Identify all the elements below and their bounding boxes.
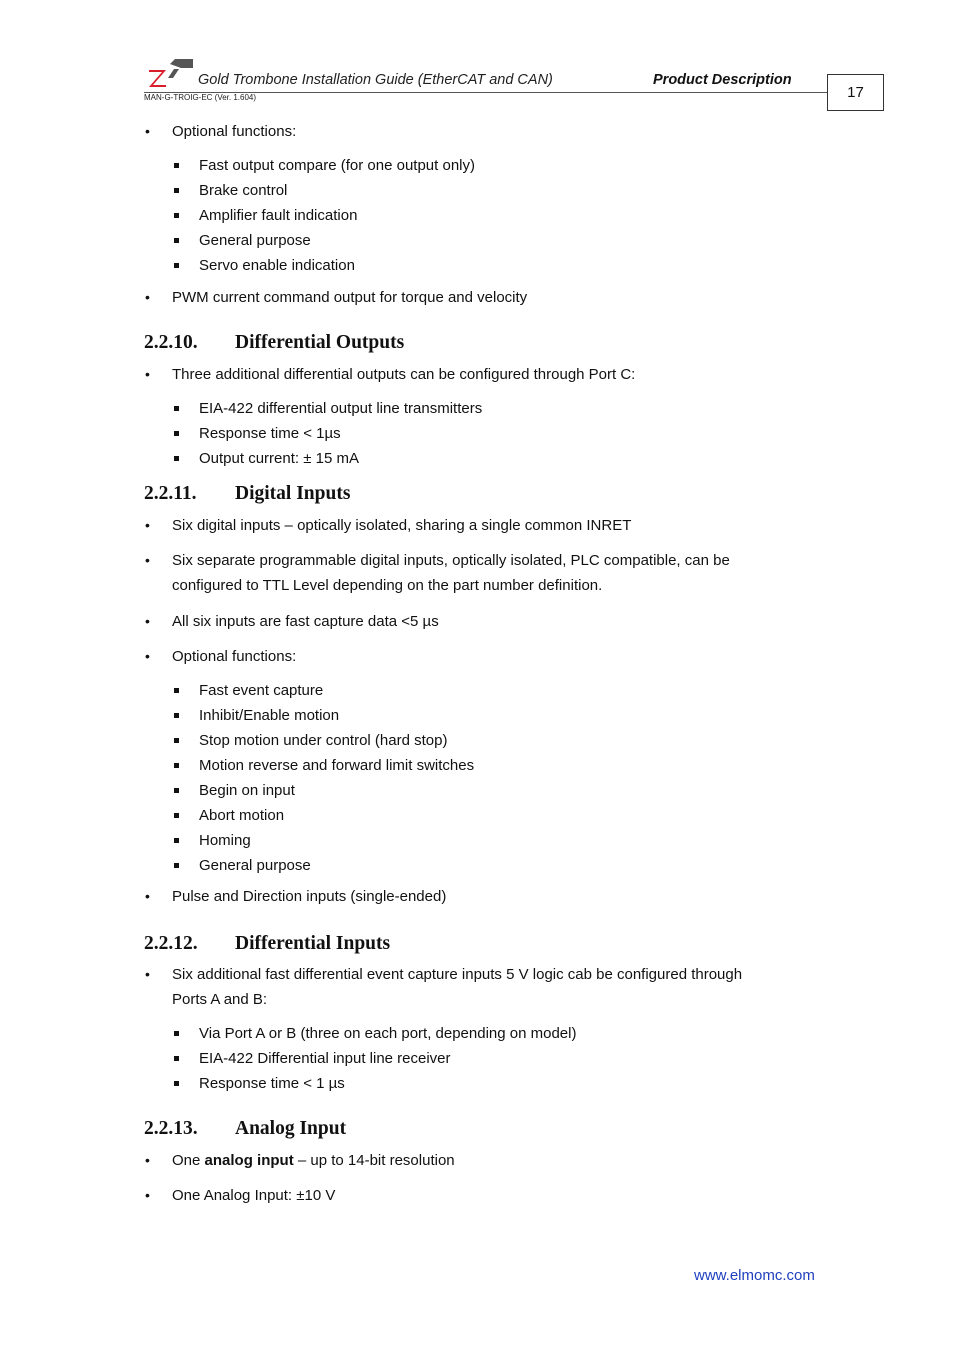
sub-bullet: General purpose <box>144 228 824 253</box>
sub-bullet: Via Port A or B (three on each port, depending on model) <box>144 1021 824 1046</box>
section-heading-2-2-13 <box>144 1116 824 1142</box>
bullet-differential-inputs: • Six additional fast differential event capture inputs 5 V logic cab be configured through Ports A and B: <box>144 962 824 1012</box>
sub-bullet: Abort motion <box>144 803 824 828</box>
sub-bullet: Stop motion under control (hard stop) <box>144 728 824 753</box>
bullet-differential-outputs: • Three additional differential outputs can be configured through Port C: <box>144 362 824 387</box>
sub-bullet: Motion reverse and forward limit switches <box>144 753 824 778</box>
section-heading-2-2-11 <box>144 481 824 507</box>
page-content <box>144 119 824 1208</box>
sub-bullet: General purpose <box>144 853 824 878</box>
sub-bullet: Homing <box>144 828 824 853</box>
bullet-analog-input: • One analog input – up to 14-bit resolution <box>144 1148 824 1173</box>
bullet-pwm: • PWM current command output for torque and velocity <box>144 285 824 310</box>
sub-bullet: Response time < 1 µs <box>144 1071 824 1096</box>
sub-bullet: Response time < 1µs <box>144 421 824 446</box>
section-number: 2.2.13. <box>144 1118 198 1139</box>
section-number: 2.2.11. <box>144 483 197 504</box>
bullet-fast-capture: • All six inputs are fast capture data <5 µs <box>144 609 824 634</box>
bullet-optional-functions: • Optional functions: <box>144 644 824 669</box>
sub-bullet: Begin on input <box>144 778 824 803</box>
bullet-optional-functions: • Optional functions: <box>144 119 824 144</box>
section-number: 2.2.12. <box>144 933 198 954</box>
sub-bullet: EIA-422 differential output line transmitters <box>144 396 824 421</box>
sub-bullet: EIA-422 Differential input line receiver <box>144 1046 824 1071</box>
section-title: Digital Inputs <box>235 483 351 504</box>
section-title: Analog Input <box>235 1118 347 1139</box>
bullet-programmable-inputs: • Six separate programmable digital inputs, optically isolated, PLC compatible, can be configured to TTL Level depending on the part number definition. <box>144 548 824 598</box>
bullet-pulse-direction: • Pulse and Direction inputs (single-ended) <box>144 884 824 909</box>
sub-bullet: Servo enable indication <box>144 253 824 278</box>
sub-bullet: Fast output compare (for one output only) <box>144 153 824 178</box>
page-header <box>144 56 884 116</box>
sub-bullet: Fast event capture <box>144 678 824 703</box>
elmo-logo <box>148 58 194 88</box>
document-version: MAN-G-TROIG-EC (Ver. 1.604) <box>144 93 257 102</box>
bullet-digital-inputs: • Six digital inputs – optically isolated, sharing a single common INRET <box>144 513 824 538</box>
sub-bullet: Inhibit/Enable motion <box>144 703 824 728</box>
website-link[interactable]: www.elmomc.com <box>694 1267 815 1284</box>
section-title: Differential Outputs <box>235 332 405 353</box>
section-title: Differential Inputs <box>235 933 391 954</box>
chapter-label: Product Description <box>653 72 792 88</box>
sub-bullet: Brake control <box>144 178 824 203</box>
section-number: 2.2.10. <box>144 332 198 353</box>
page-number: 17 <box>827 74 884 111</box>
document-title: Gold Trombone Installation Guide (EtherCAT and CAN) <box>198 72 553 88</box>
section-heading-2-2-12 <box>144 931 824 957</box>
section-heading-2-2-10 <box>144 330 824 356</box>
bullet-analog-range: • One Analog Input: ±10 V <box>144 1183 824 1208</box>
sub-bullet: Output current: ± 15 mA <box>144 446 824 471</box>
sub-bullet: Amplifier fault indication <box>144 203 824 228</box>
